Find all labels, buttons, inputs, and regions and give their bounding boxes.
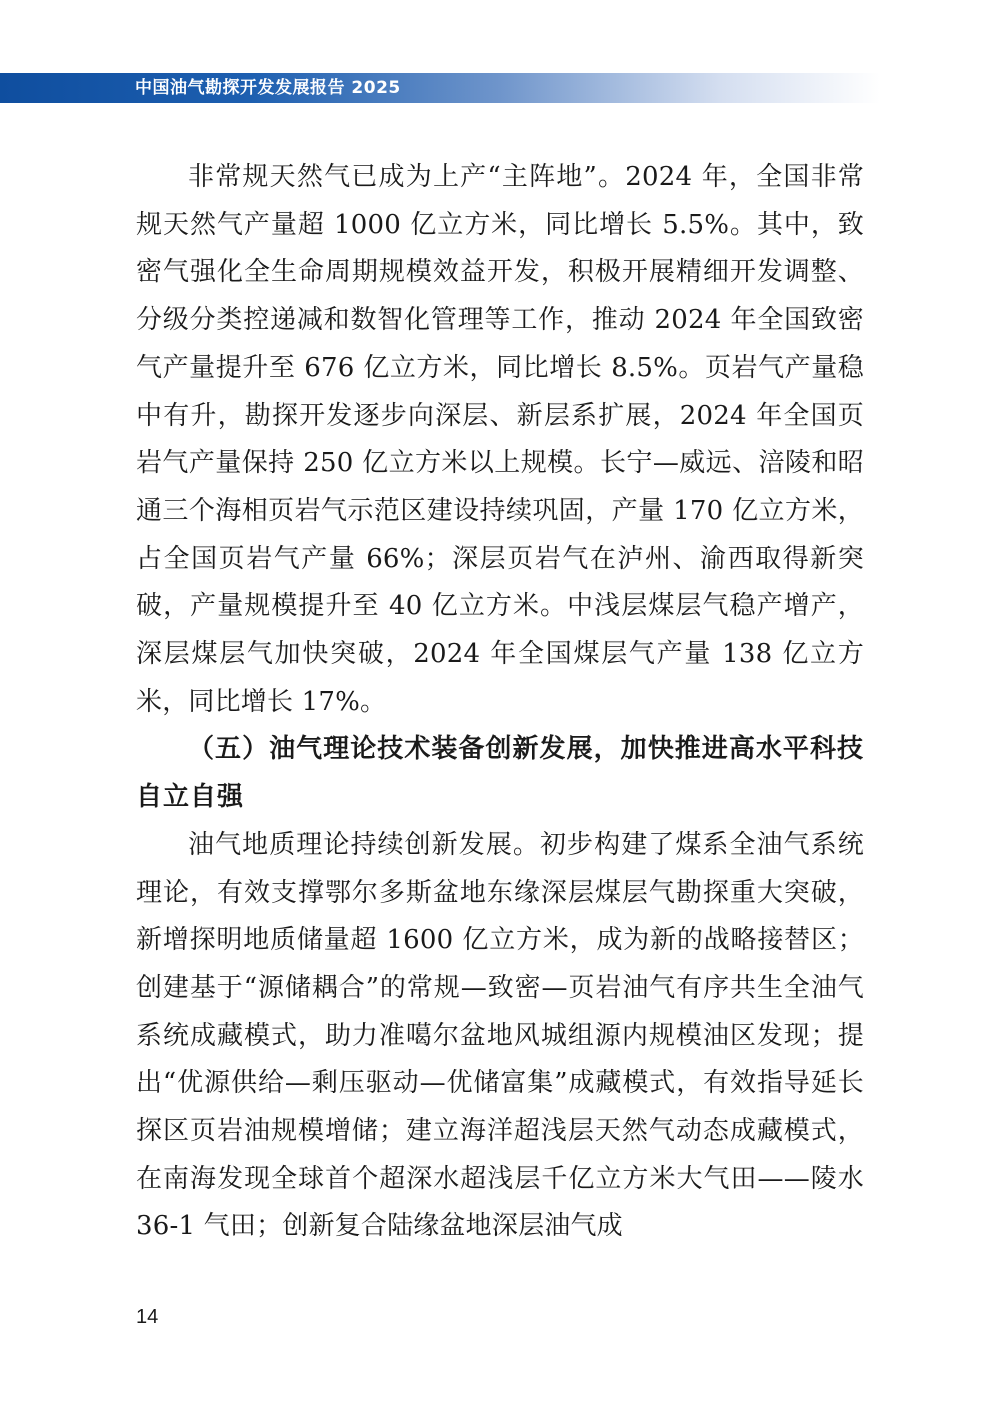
- page-number: 14: [136, 1306, 159, 1328]
- page-body: [136, 154, 864, 1251]
- running-title: 中国油气勘探开发发展报告 2025: [135, 78, 401, 98]
- paragraph-unconventional-gas: 非常规天然气已成为上产“主阵地”。2024 年，全国非常规天然气产量超 1000 亿立方米，同比增长 5.5%。其中，致密气强化全生命周期规模效益开发，积极开展精细开发调整、分级分类控递减和数智化管理等工作，推动 2024 年全国致密气产量提升至 676 亿立方米，同比增长 8.5%。页岩气产量稳中有升，勘探开发逐步向深层、新层系扩展，2024 年全国页岩气产量保持 250 亿立方米以上规模。长宁—威远、涪陵和昭通三个海相页岩气示范区建设持续巩固，产量 170 亿立方米，占全国页岩气产量 66%；深层页岩气在泸州、渝西取得新突破，产量规模提升至 40 亿立方米。中浅层煤层气稳产增产，深层煤层气加快突破，2024 年全国煤层气产量 138 亿立方米，同比增长 17%。: [136, 162, 864, 717]
- section-heading: （五）油气理论技术装备创新发展，加快推进高水平科技自立自强: [136, 734, 864, 813]
- paragraph-geology-theory: 油气地质理论持续创新发展。初步构建了煤系全油气系统理论，有效支撑鄂尔多斯盆地东缘深层煤层气勘探重大突破，新增探明地质储量超 1600 亿立方米，成为新的战略接替区；创建基于“源储耦合”的常规—致密—页岩油气有序共生全油气系统成藏模式，助力准噶尔盆地风城组源内规模油区发现；提出“优源供给—剩压驱动—优储富集”成藏模式，有效指导延长探区页岩油规模增储；建立海洋超浅层天然气动态成藏模式，在南海发现全球首个超深水超浅层千亿立方米大气田——陵水 36-1 气田；创新复合陆缘盆地深层油气成: [136, 829, 864, 1242]
